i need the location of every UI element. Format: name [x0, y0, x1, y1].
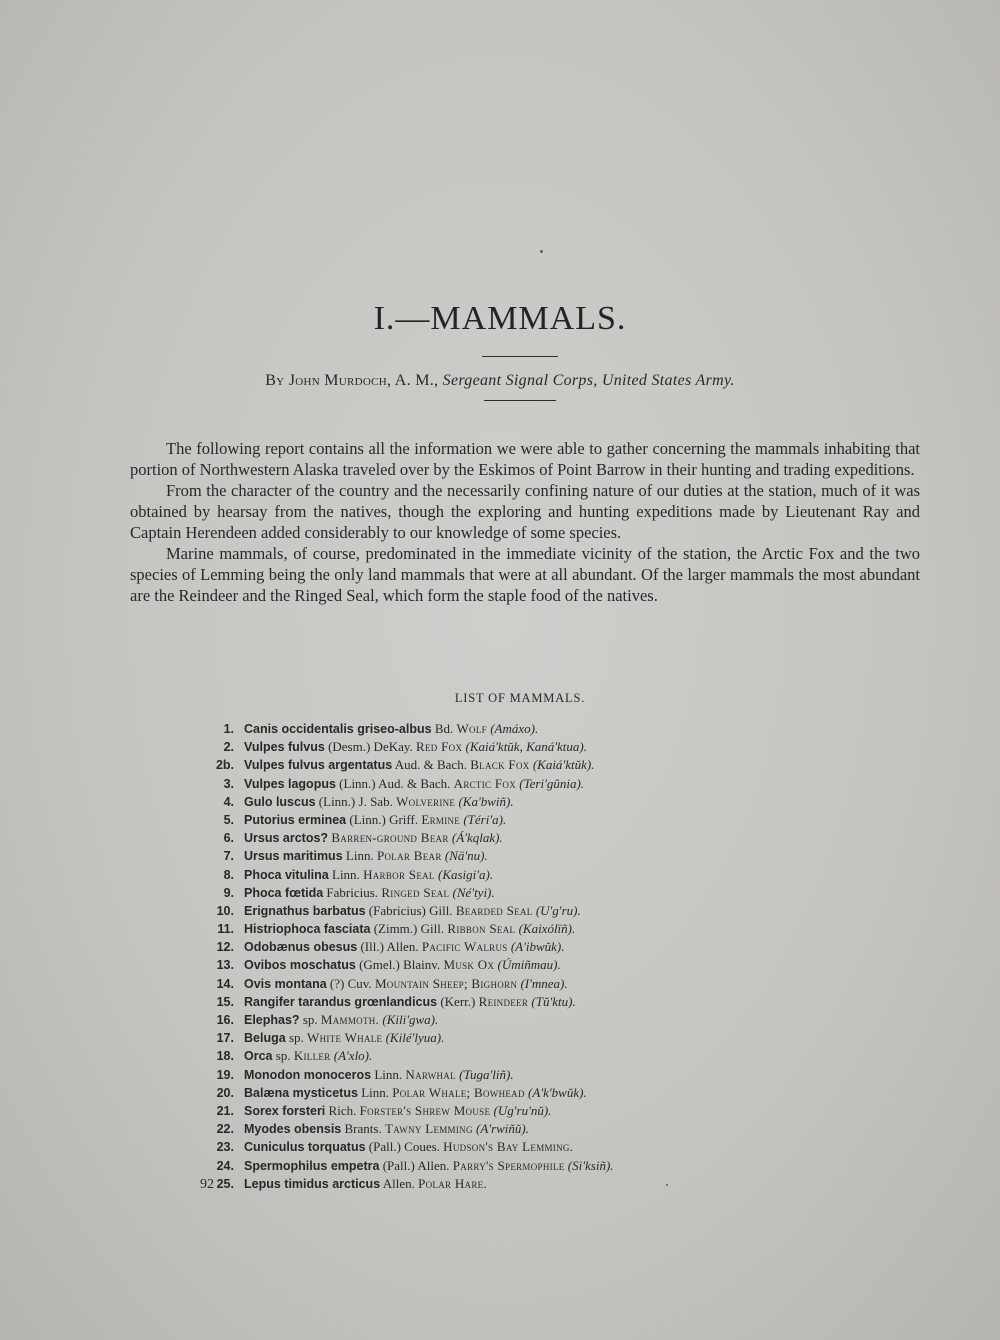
authority: Bd.	[434, 721, 454, 736]
list-item	[196, 847, 816, 865]
scientific-name: Rangifer tarandus grœnlandicus	[244, 994, 438, 1009]
item-number: 15.	[216, 994, 234, 1009]
common-name: Ringed Seal	[381, 884, 450, 900]
native-name: (I'mnea).	[520, 975, 568, 991]
authority: (Gmel.) Blainv.	[359, 957, 441, 973]
authority: (Zimm.) Gill.	[373, 921, 445, 937]
common-name: Parry's Spermophile	[452, 1157, 565, 1173]
native-name: (A'xlo).	[333, 1048, 373, 1064]
list-item	[196, 829, 816, 847]
list-item	[196, 938, 816, 956]
authority: Linn.	[345, 848, 374, 864]
list-item	[196, 920, 816, 938]
ink-speck	[540, 250, 543, 253]
item-number: 11.	[217, 922, 234, 937]
native-name: (Tuga'liñ).	[459, 1066, 514, 1082]
scientific-name: Ovis montana	[244, 976, 327, 991]
scientific-name: Elephas?	[244, 1013, 300, 1027]
authority: Linn.	[332, 866, 360, 882]
list-item	[196, 884, 816, 902]
list-item	[196, 793, 816, 811]
authority: (Pall.) Allen.	[382, 1157, 450, 1173]
list-item	[196, 1066, 816, 1084]
byline	[0, 372, 1000, 390]
common-name: Mammoth.	[320, 1012, 380, 1027]
list-item	[196, 975, 816, 993]
native-name: (A'ibwŭk).	[510, 939, 565, 955]
list-item	[196, 1011, 816, 1029]
common-name: Bearded Seal	[455, 902, 533, 918]
native-name: (Nä'nu).	[444, 848, 488, 864]
authority: (Kerr.)	[440, 993, 476, 1009]
scientific-name: Vulpes fulvus argentatus	[244, 758, 393, 773]
native-name: (Téri'a).	[463, 811, 507, 827]
common-name: Red Fox	[416, 739, 463, 755]
list-item	[196, 1029, 816, 1047]
paragraph: Marine mammals, of course, predominated in the immediate vicinity of the station, the Arctic Fox and the two species of Lemming being the only land mammals that were at all abundant. Of the larger mammals the most abundant are the Reindeer and the Ringed Seal, which form the staple food of the natives.	[130, 544, 920, 605]
page-title: I.—MAMMALS.	[373, 300, 627, 337]
native-name: (Si'ksiñ).	[567, 1157, 614, 1173]
item-number: 14.	[216, 976, 234, 991]
item-number: 23.	[216, 1140, 234, 1155]
native-name: (Kasigi'a).	[437, 866, 494, 882]
authority: sp.	[275, 1048, 291, 1064]
item-number: 20.	[216, 1085, 234, 1100]
list-item	[196, 1047, 816, 1065]
authority: Linn.	[374, 1066, 403, 1082]
item-number: 10.	[216, 903, 234, 918]
item-number: 7.	[223, 849, 234, 864]
list-item	[196, 993, 816, 1011]
authority: (Fabricius) Gill.	[368, 902, 453, 918]
scientific-name: Monodon monoceros	[244, 1067, 372, 1082]
authority: (Linn.) Griff.	[349, 811, 419, 827]
item-number: 6.	[223, 831, 234, 846]
scientific-name: Putorius erminea	[244, 812, 347, 827]
list-item	[196, 811, 816, 829]
item-number: 13.	[216, 958, 234, 973]
common-name: Forster's Shrew Mouse	[359, 1102, 491, 1118]
common-name: Harbor Seal	[363, 866, 435, 882]
common-name: Barren-ground Bear	[331, 830, 449, 846]
authority: (Ill.) Allen.	[360, 939, 419, 955]
scientific-name: Sorex forsteri	[244, 1103, 326, 1118]
scientific-name: Canis occidentalis griseo-albus	[244, 722, 432, 736]
item-number: 19.	[216, 1067, 234, 1082]
common-name: Reindeer	[478, 993, 529, 1009]
item-number: 9.	[223, 885, 234, 900]
native-name: (Amáxo).	[490, 721, 539, 736]
native-name: (U'g'ru).	[535, 902, 581, 918]
mammal-list	[196, 720, 816, 1193]
item-number: 18.	[216, 1049, 234, 1064]
common-name: Hudson's Bay Lemming.	[443, 1139, 574, 1155]
native-name: (A'rwiñŭ).	[476, 1121, 529, 1137]
common-name: Wolf	[456, 721, 487, 736]
common-name: Tawny Lemming	[384, 1121, 473, 1137]
list-item	[196, 866, 816, 884]
item-number: 8.	[223, 867, 234, 882]
list-heading: LIST OF MAMMALS.	[454, 691, 586, 705]
scientific-name: Phoca vitulina	[244, 867, 329, 882]
scientific-name: Myodes obensis	[244, 1122, 342, 1137]
scientific-name: Gulo luscus	[244, 794, 316, 809]
common-name: Mountain Sheep; Bighorn	[374, 975, 518, 991]
scientific-name: Lepus timidus arcticus	[244, 1176, 381, 1191]
authority: Fabricius.	[326, 884, 379, 900]
common-name: Polar Hare.	[418, 1175, 488, 1191]
common-name: Black Fox	[470, 757, 530, 773]
scientific-name: Spermophilus empetra	[244, 1158, 380, 1173]
scientific-name: Histriophoca fasciata	[244, 922, 371, 937]
authority: (Desm.) DeKay.	[328, 739, 413, 755]
native-name: (Teri'gûnia).	[519, 775, 585, 791]
list-item	[196, 1120, 816, 1138]
scientific-name: Erignathus barbatus	[244, 903, 366, 918]
authority: sp.	[302, 1012, 318, 1027]
list-item	[196, 1157, 816, 1175]
scientific-name: Ursus maritimus	[244, 849, 343, 864]
common-name: Wolverine	[396, 793, 456, 809]
authority: (Linn.) J. Sab.	[318, 793, 393, 809]
native-name: (Kaiá'ktŭk, Kaná'ktua).	[465, 739, 587, 755]
item-number: 2b.	[215, 758, 234, 773]
item-number: 16.	[216, 1013, 234, 1027]
native-name: (Né'tyi).	[452, 884, 495, 900]
authority: (Linn.) Aud. & Bach.	[339, 775, 451, 791]
scientific-name: Ursus arctos?	[244, 831, 329, 846]
list-item	[196, 956, 816, 974]
item-number: 2.	[223, 740, 234, 755]
list-item	[196, 738, 816, 756]
authority: Brants.	[344, 1121, 382, 1137]
item-number: 24.	[216, 1158, 234, 1173]
common-name: Polar Whale; Bowhead	[392, 1084, 525, 1100]
list-item	[196, 775, 816, 793]
paragraph: The following report contains all the information we were able to gather concerning the mammals inhabiting that portion of Northwestern Alaska traveled over by the Eskimos of Point Barrow in their hunting and trading expeditions.	[130, 439, 920, 479]
authority: (?) Cuv.	[329, 975, 372, 991]
common-name: Arctic Fox	[453, 775, 517, 791]
list-item	[196, 1102, 816, 1120]
item-number: 5.	[223, 812, 234, 827]
native-name: (Á'kqlak).	[451, 830, 503, 846]
scientific-name: Balæna mysticetus	[244, 1085, 358, 1100]
authority: Rich.	[328, 1102, 357, 1118]
scientific-name: Cuniculus torquatus	[244, 1140, 366, 1155]
scientific-name: Ovibos moschatus	[244, 958, 356, 973]
native-name: (Úmiñmau).	[497, 957, 561, 973]
list-item	[196, 756, 816, 774]
byline-rule	[484, 400, 556, 401]
title-rule	[482, 356, 558, 357]
byline-author: By John Murdoch, A. M.,	[265, 372, 439, 389]
item-number: 12.	[216, 940, 234, 955]
native-name: (Kilé'lyua).	[385, 1030, 445, 1046]
common-name: Narwhal	[405, 1066, 456, 1082]
item-number: 22.	[216, 1122, 234, 1137]
common-name: Polar Bear	[376, 848, 442, 864]
scientific-name: Vulpes lagopus	[244, 776, 336, 791]
native-name: (Kili'gwa).	[382, 1012, 439, 1027]
scientific-name: Beluga	[244, 1031, 286, 1046]
list-item	[196, 720, 816, 738]
common-name: Killer	[293, 1048, 331, 1064]
scientific-name: Vulpes fulvus	[244, 740, 325, 755]
native-name: (Ka'bwiñ).	[458, 793, 514, 809]
page-number: 92	[200, 1177, 214, 1192]
byline-affiliation: Sergeant Signal Corps, United States Army.	[442, 372, 735, 389]
common-name: Pacific Walrus	[421, 939, 508, 955]
item-number: 1.	[223, 722, 234, 736]
native-name: (Tŭ'ktu).	[531, 993, 576, 1009]
native-name: (Kaixólïñ).	[518, 921, 576, 937]
paragraph: From the character of the country and the necessarily confining nature of our duties at the station, much of it was obtained by hearsay from the natives, though the exploring and hunting expeditions made by Lieutenant Ray and Captain Herendeen added considerably to our knowledge of some species.	[130, 481, 920, 542]
scientific-name: Odobænus obesus	[244, 940, 358, 955]
list-item	[196, 1175, 816, 1193]
authority: Aud. & Bach.	[394, 757, 467, 773]
item-number: 25.	[216, 1176, 234, 1191]
native-name: (A'k'bwŭk).	[528, 1084, 587, 1100]
body-text	[130, 438, 920, 606]
common-name: Ermine	[421, 811, 461, 827]
list-item	[196, 902, 816, 920]
authority: Linn.	[361, 1084, 389, 1100]
common-name: Musk Ox	[443, 957, 495, 973]
item-number: 17.	[216, 1031, 234, 1046]
list-item	[196, 1084, 816, 1102]
list-item	[196, 1138, 816, 1156]
scientific-name: Phoca fœtida	[244, 885, 324, 900]
authority: sp.	[288, 1030, 304, 1046]
native-name: (Ug'ru'nŭ).	[493, 1102, 552, 1118]
native-name: (Kaiá'ktŭk).	[532, 757, 595, 773]
scientific-name: Orca	[244, 1049, 273, 1064]
authority: Allen.	[382, 1175, 415, 1191]
common-name: Ribbon Seal	[447, 921, 516, 937]
common-name: White Whale	[307, 1030, 383, 1046]
item-number: 4.	[223, 794, 234, 809]
item-number: 21.	[216, 1103, 234, 1118]
authority: (Pall.) Coues.	[368, 1139, 440, 1155]
item-number: 3.	[223, 776, 234, 791]
